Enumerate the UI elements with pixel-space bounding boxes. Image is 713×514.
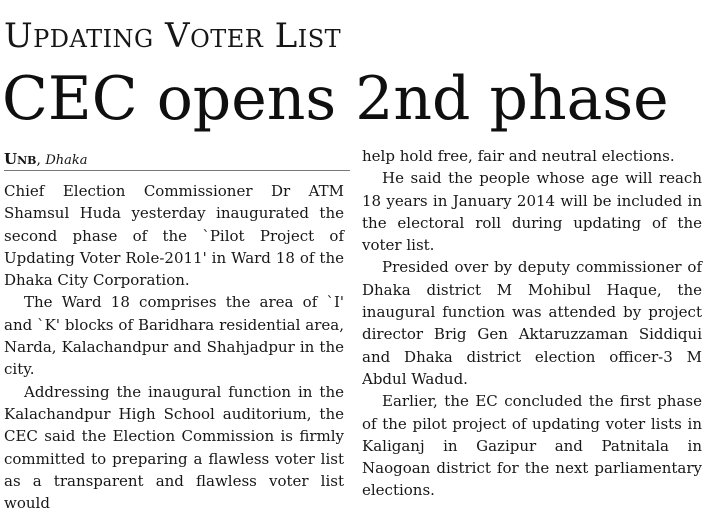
paragraph: Presided over by deputy commissioner of Dhaka district M Mohibul Haque, the inaugural function was attended by project director Brig Gen Aktaruzzaman Siddiqui and Dhaka district election officer-3 M Abdul Wadud. (362, 258, 702, 388)
paragraph: Addressing the inaugural function in the Kalachandpur High School auditorium, the CEC said the Election Commission is firmly committed to preparing a flawless voter list as a transparent and flawless voter list would (4, 382, 344, 513)
section-kicker: Updating Voter List (4, 16, 342, 56)
article-column-right (362, 145, 702, 502)
article-column-left (4, 180, 344, 514)
byline-place: Dhaka (45, 153, 88, 168)
paragraph-continuation: help hold free, fair and neutral elections. (362, 147, 675, 165)
byline-agency: Unb (4, 150, 37, 168)
paragraph: The Ward 18 comprises the area of `I' and `K' blocks of Baridhara residential area, Narda, Kalachandpur and Shahjadpur in the city. (4, 293, 344, 379)
paragraph: Earlier, the EC concluded the first phase of the pilot project of updating voter lists in Kaliganj in Gazipur and Patnitala in Naogoan district for the next parliamentary elections. (362, 392, 702, 500)
headline: CEC opens 2nd phase (2, 64, 669, 134)
byline (4, 148, 350, 171)
paragraph: He said the people whose age will reach 18 years in January 2014 will be included in the electoral roll during updating of the voter list. (362, 169, 702, 255)
paragraph: Chief Election Commissioner Dr ATM Shamsul Huda yesterday inaugurated the second phase of the `Pilot Project of Updating Voter Role-2011' in Ward 18 of the Dhaka City Corporation. (4, 182, 344, 290)
byline-separator: , (36, 152, 46, 168)
